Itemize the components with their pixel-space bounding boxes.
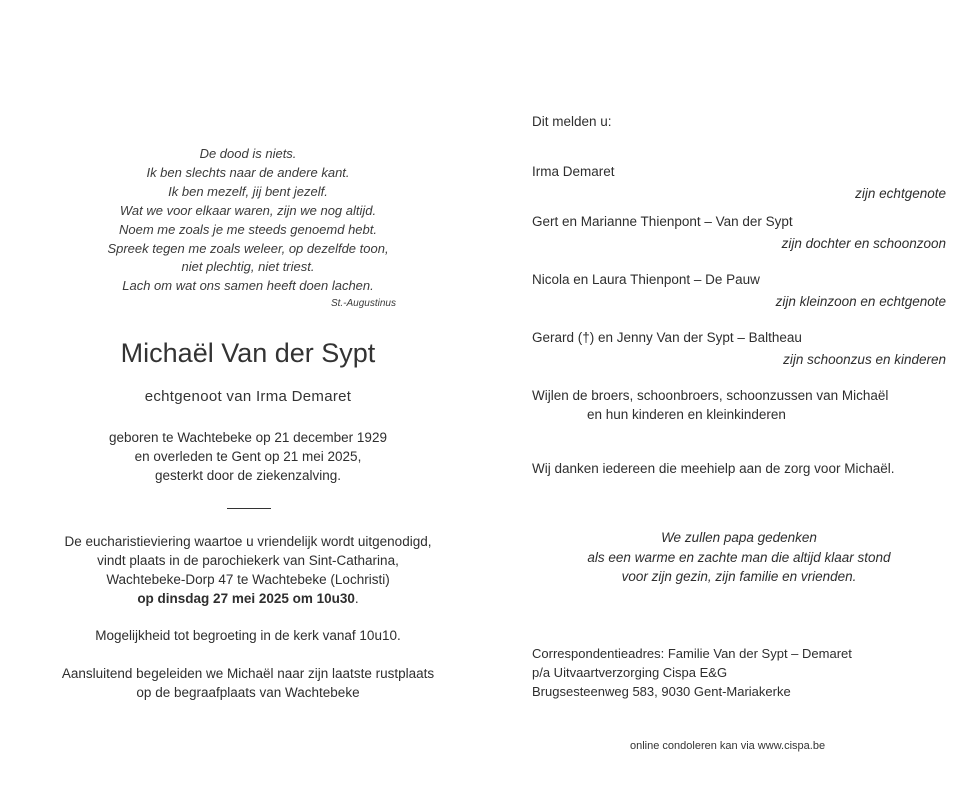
online-condolence-link[interactable]: online condoleren kan via www.cispa.be [630, 740, 826, 752]
ceremony-date-line [30, 589, 466, 608]
poem-line: Wat we voor elkaar waren, zijn we nog altijd. [119, 202, 377, 218]
closing-line: We zullen papa gedenken [661, 530, 817, 545]
closing-line: als een warme en zachte man die altijd klaar stond [587, 549, 891, 565]
left-column [30, 0, 466, 789]
family-name: Gert en Marianne Thienpont – Van der Sypt [532, 214, 793, 229]
family-entry [532, 270, 946, 311]
right-column [532, 0, 946, 789]
ceremony-line: vindt plaats in de parochiekerk van Sint-Catharina, [97, 553, 399, 568]
announce-heading: Dit melden u: [532, 114, 612, 129]
ceremony-date: op dinsdag 27 mei 2025 om 10u30 [137, 591, 355, 606]
thanks-line: Wij danken iedereen die meehielp aan de zorg voor Michaël. [532, 461, 895, 476]
spouse-line: echtgenoot van Irma Demaret [144, 388, 352, 405]
poem-line: De dood is niets. [199, 146, 297, 161]
ceremony-line: De eucharistieviering waartoe u vriendelijk wordt uitgenodigd, [64, 534, 432, 549]
closing-line: voor zijn gezin, zijn familie en vrienden. [621, 569, 857, 584]
ceremony-line: Wachtebeke-Dorp 47 te Wachtebeke (Lochristi) [106, 572, 390, 587]
family-name: Gerard (†) en Jenny Van der Sypt – Baltheau [532, 330, 802, 345]
poem-line: Spreek tegen me zoals weleer, op dezelfde toon, [107, 240, 389, 256]
poem-line: Lach om wat ons samen heeft doen lachen. [122, 278, 374, 294]
family-entry [532, 162, 946, 203]
poem-author: St.-Augustinus [330, 298, 396, 309]
address-line: Correspondentieadres: Familie Van der Sypt – Demaret [532, 646, 852, 661]
siblings-mention [532, 386, 888, 424]
correspondence-address [532, 644, 852, 701]
ceremony-details [30, 532, 466, 608]
address-line: Brugsesteenweg 583, 9030 Gent-Mariakerke [532, 684, 791, 699]
burial-line: Aansluitend begeleiden we Michaël naar zijn laatste rustplaats [61, 666, 435, 681]
poem-line: Ik ben mezelf, jij bent jezelf. [168, 183, 328, 199]
family-entry [532, 212, 946, 253]
poem-line: Ik ben slechts naar de andere kant. [146, 164, 350, 180]
divider [227, 508, 271, 509]
siblings-line: Wijlen de broers, schoonbroers, schoonzussen van Michaël [532, 388, 889, 403]
poem [30, 145, 466, 296]
deceased-name: Michaël Van der Sypt [120, 338, 376, 368]
closing-remembrance [532, 528, 946, 587]
life-line: gesterkt door de ziekenzalving. [154, 468, 342, 483]
siblings-line: en hun kinderen en kleinkinderen [587, 407, 786, 422]
family-name: Irma Demaret [532, 164, 615, 179]
family-relation: zijn dochter en schoonzoon [781, 236, 946, 251]
life-line: geboren te Wachtebeke op 21 december 1929 [109, 430, 387, 445]
ceremony-date-suffix: . [354, 591, 359, 606]
family-relation: zijn kleinzoon en echtgenote [775, 294, 946, 309]
poem-line: niet plechtig, niet triest. [181, 259, 315, 275]
life-details [30, 428, 466, 485]
life-line: en overleden te Gent op 21 mei 2025, [134, 449, 362, 464]
family-relation: zijn echtgenote [855, 186, 946, 201]
family-relation: zijn schoonzus en kinderen [783, 352, 946, 367]
greeting-info: Mogelijkheid tot begroeting in de kerk vanaf 10u10. [95, 628, 401, 643]
burial-info [30, 664, 466, 702]
poem-line: Noem me zoals je me steeds genoemd hebt. [119, 221, 377, 237]
family-name: Nicola en Laura Thienpont – De Pauw [532, 272, 760, 287]
burial-line: op de begraafplaats van Wachtebeke [136, 685, 360, 700]
address-line: p/a Uitvaartverzorging Cispa E&G [532, 665, 728, 680]
family-entry [532, 328, 946, 369]
